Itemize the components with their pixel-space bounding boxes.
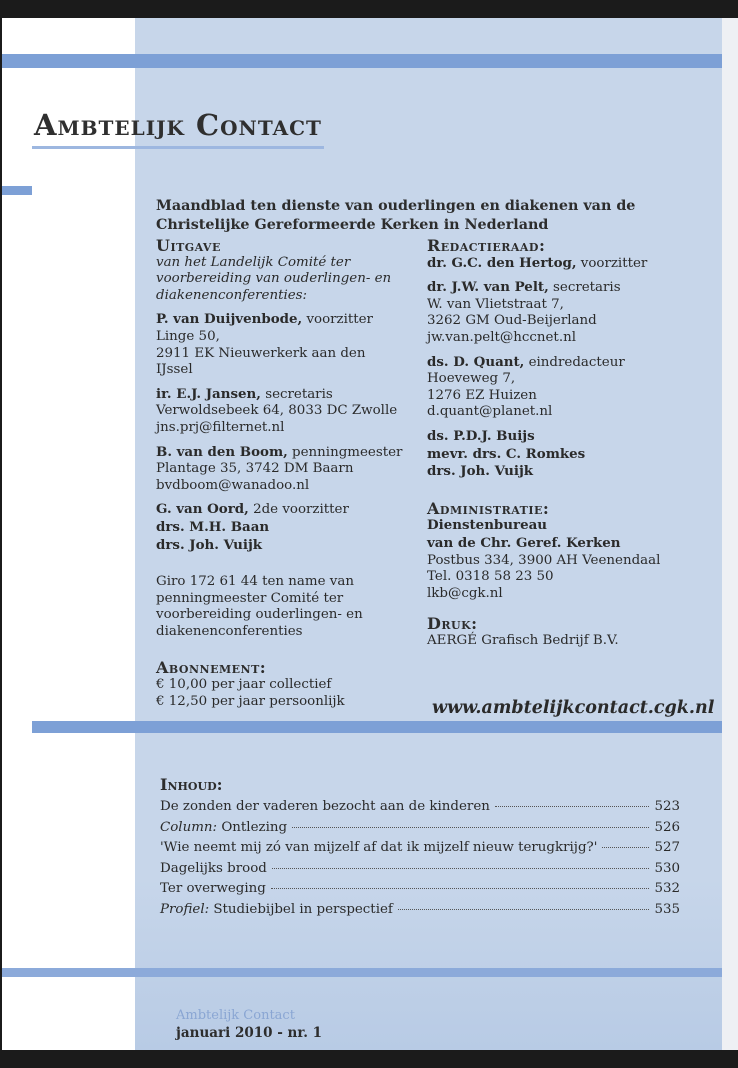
giro-text: Giro 172 61 44 ten name van penningmeester Comité ter voorbereiding ouderlingen- en diakenenconferenties	[156, 574, 363, 639]
toc-page: 532	[654, 881, 680, 896]
footer-issue: januari 2010 - nr. 1	[176, 1025, 323, 1041]
uitgave-intro: van het Landelijk Comité ter voorbereiding van ouderlingen- en diakenenconferenties:	[156, 254, 392, 303]
administratie-heading: Administratie:	[427, 498, 550, 518]
toc-leader	[292, 827, 649, 828]
member-name: drs. Joh. Vuijk	[156, 536, 263, 553]
contact-name: dr. G.C. den Hertog,	[427, 254, 577, 271]
contact-name: dr. J.W. van Pelt,	[427, 279, 549, 296]
masthead-title: Ambtelijk Contact	[34, 108, 322, 142]
contact-email: jns.prj@filternet.nl	[156, 419, 285, 435]
redactieraad-heading: Redactieraad:	[427, 236, 546, 255]
contact-email: d.quant@planet.nl	[427, 404, 553, 420]
toc-title: Ter overweging	[160, 881, 266, 896]
top-blue-bar	[2, 54, 722, 68]
website-link[interactable]: www.ambtelijkcontact.cgk.nl	[432, 698, 715, 718]
inhoud-heading: Inhoud:	[160, 775, 223, 794]
contact-role: penningmeester	[287, 444, 403, 460]
uitgave-heading: Uitgave	[156, 236, 221, 255]
contact-address: 1276 EZ Huizen	[427, 387, 537, 403]
toc-page: 526	[654, 819, 680, 835]
toc-item	[160, 881, 680, 902]
redactie-voorzitter	[427, 255, 707, 273]
redactie-column	[427, 238, 707, 649]
left-accent-tab	[2, 186, 32, 195]
title-underline	[32, 146, 324, 149]
contact-address: Hoeveweg 7,	[427, 371, 516, 387]
contact-role: 2de voorzitter	[248, 502, 349, 518]
contact-tweede-voorzitter	[156, 501, 406, 554]
member-name: drs. Joh. Vuijk	[427, 463, 534, 480]
toc-title: De zonden der vaderen bezocht aan de kinderen	[160, 799, 490, 814]
toc-page: 530	[654, 860, 680, 876]
toc-leader	[602, 847, 649, 848]
toc-prefix: Column:	[160, 819, 218, 835]
middle-blue-bar	[32, 721, 722, 733]
admin-email: lkb@cgk.nl	[427, 585, 503, 601]
member-name: mevr. drs. C. Romkes	[427, 445, 586, 462]
contact-name: B. van den Boom,	[156, 443, 288, 460]
druk-printer: AERGÉ Grafisch Bedrijf B.V.	[427, 632, 619, 648]
toc-item	[160, 902, 680, 923]
toc-page: 535	[654, 901, 680, 917]
contact-role: voorzitter	[302, 312, 373, 328]
toc-item	[160, 820, 680, 841]
toc-title: Dagelijks brood	[160, 860, 267, 876]
contact-address: Verwoldsebeek 64, 8033 DC Zwolle	[156, 403, 398, 419]
magazine-page	[2, 18, 722, 1050]
toc-title: Ontlezing	[217, 819, 288, 835]
contact-role: eindredacteur	[524, 354, 625, 370]
uitgave-column	[156, 238, 406, 710]
contact-address: 3262 GM Oud-Beijerland	[427, 313, 597, 329]
admin-name: van de Chr. Geref. Kerken	[427, 534, 621, 551]
toc-item	[160, 840, 680, 861]
redactie-leden	[427, 428, 707, 481]
redactie-secretaris	[427, 279, 707, 346]
contact-address: Plantage 35, 3742 DM Baarn	[156, 461, 354, 477]
redactie-eindredacteur	[427, 354, 707, 421]
abonnement-price: € 10,00 per jaar collectief	[156, 677, 332, 693]
abonnement-price: € 12,50 per jaar persoonlijk	[156, 693, 345, 709]
contact-email: jw.van.pelt@hccnet.nl	[427, 329, 576, 345]
admin-phone: Tel. 0318 58 23 50	[427, 569, 554, 585]
contact-name: G. van Oord,	[156, 501, 249, 518]
druk-heading: Druk:	[427, 614, 478, 634]
contact-secretaris	[156, 386, 406, 437]
member-name: drs. M.H. Baan	[156, 518, 270, 535]
toc-leader	[271, 888, 650, 889]
contact-voorzitter	[156, 311, 406, 378]
toc-leader	[272, 868, 650, 869]
admin-name: Dienstenbureau	[427, 517, 548, 534]
contact-address: W. van Vlietstraat 7,	[427, 296, 564, 312]
contact-email: bvdboom@wanadoo.nl	[156, 477, 310, 493]
contact-penningmeester	[156, 444, 406, 495]
contact-role: secretaris	[548, 280, 621, 296]
contact-role: secretaris	[260, 386, 333, 402]
toc-item	[160, 861, 680, 882]
toc-leader	[398, 909, 650, 910]
toc-page: 527	[654, 840, 680, 855]
toc-prefix: Profiel:	[160, 901, 210, 917]
adjacent-page-edge	[722, 18, 738, 1050]
toc-title: 'Wie neemt mij zó van mijzelf af dat ik mijzelf nieuw terugkrijg?'	[160, 840, 598, 855]
subtitle: Maandblad ten dienste van ouderlingen en diakenen van de Christelijke Gereformeerde Kerken in Nederland	[156, 198, 636, 233]
toc-title: Studiebijbel in perspectief	[209, 901, 393, 917]
table-of-contents	[160, 799, 680, 922]
toc-page: 523	[654, 799, 680, 814]
contact-name: P. van Duijvenbode,	[156, 311, 303, 328]
contact-address: Linge 50,	[156, 328, 220, 344]
footer-magazine-name: Ambtelijk Contact	[176, 1008, 295, 1023]
contact-name: ir. E.J. Jansen,	[156, 385, 261, 402]
abonnement-heading: Abonnement:	[156, 658, 267, 678]
contact-role: voorzitter	[576, 255, 648, 271]
admin-address: Postbus 334, 3900 AH Veenendaal	[427, 552, 661, 568]
toc-item	[160, 799, 680, 820]
toc-leader	[495, 806, 650, 807]
member-name: ds. P.D.J. Buijs	[427, 427, 535, 444]
bottom-blue-bar	[2, 968, 722, 977]
contact-address: 2911 EK Nieuwerkerk aan den IJssel	[156, 345, 366, 378]
administratie-block	[427, 517, 707, 602]
adjacent-page-band	[722, 18, 738, 1050]
contact-name: ds. D. Quant,	[427, 353, 525, 370]
